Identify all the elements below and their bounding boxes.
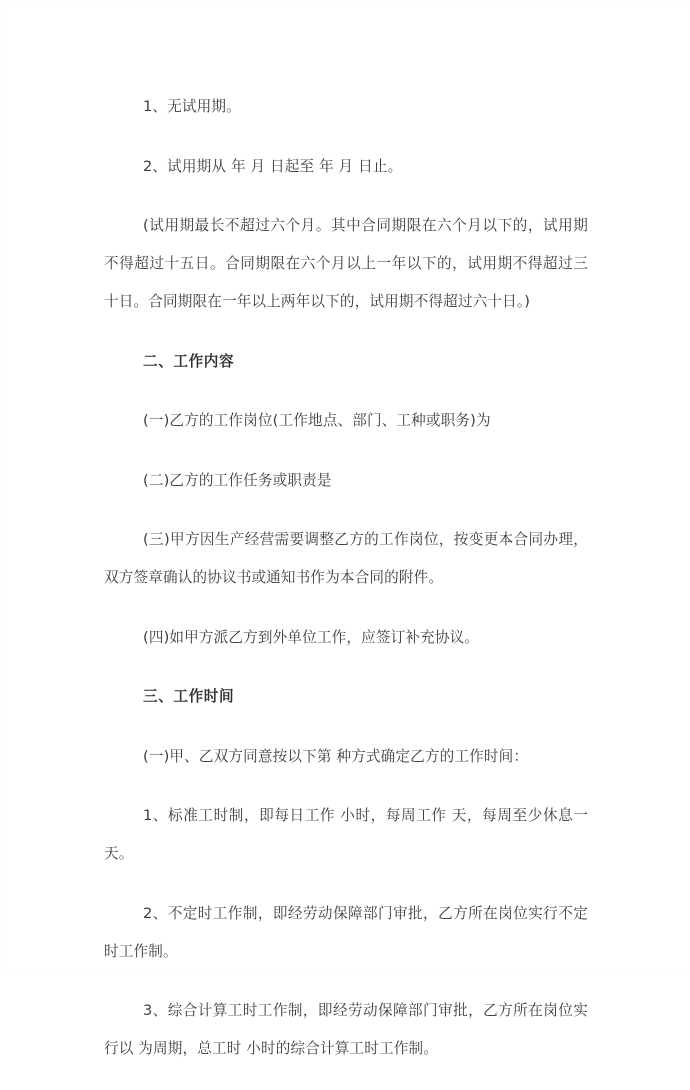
paragraph-worktime-intro: (一)甲、乙双方同意按以下第 种方式确定乙方的工作时间： bbox=[143, 747, 529, 765]
paragraph-worktime-standard: 1、标准工时制，即每日工作 小时，每周工作 天，每周至少休息一天。 bbox=[104, 807, 588, 862]
paragraph-work-post: (一)乙方的工作岗位(工作地点、部门、工种或职务)为 bbox=[143, 412, 491, 429]
paragraph-trial-period-dates: 2、试用期从 年 月 日起至 年 月 日止。 bbox=[143, 157, 403, 175]
document-text-column bbox=[104, 88, 588, 1090]
heading-section-three: 三、工作时间 bbox=[143, 688, 235, 705]
paragraph-work-duty: (二)乙方的工作任务或职责是 bbox=[143, 471, 332, 489]
paragraph-trial-no-period: 1、无试用期。 bbox=[143, 98, 241, 115]
paragraph-work-dispatch: (四)如甲方派乙方到外单位工作，应签订补充协议。 bbox=[143, 628, 480, 646]
paragraph-work-adjust: (三)甲方因生产经营需要调整乙方的工作岗位，按变更本合同办理，双方签章确认的协议书或通知书作为本合同的附件。 bbox=[104, 531, 588, 586]
paragraph-worktime-comprehensive: 3、综合计算工时工作制，即经劳动保障部门审批，乙方所在岗位实行以 为周期，总工时 小时的综合计算工时工作制。 bbox=[104, 1002, 588, 1057]
paragraph-trial-period-note: (试用期最长不超过六个月。其中合同期限在六个月以下的，试用期不得超过十五日。合同期限在六个月以上一年以下的，试用期不得超过三十日。合同期限在一年以上两年以下的，试用期不得超过六十日。) bbox=[104, 217, 588, 310]
paragraph-worktime-flexible: 2、不定时工作制，即经劳动保障部门审批，乙方所在岗位实行不定时工作制。 bbox=[104, 904, 588, 960]
heading-section-two: 二、工作内容 bbox=[143, 352, 235, 370]
